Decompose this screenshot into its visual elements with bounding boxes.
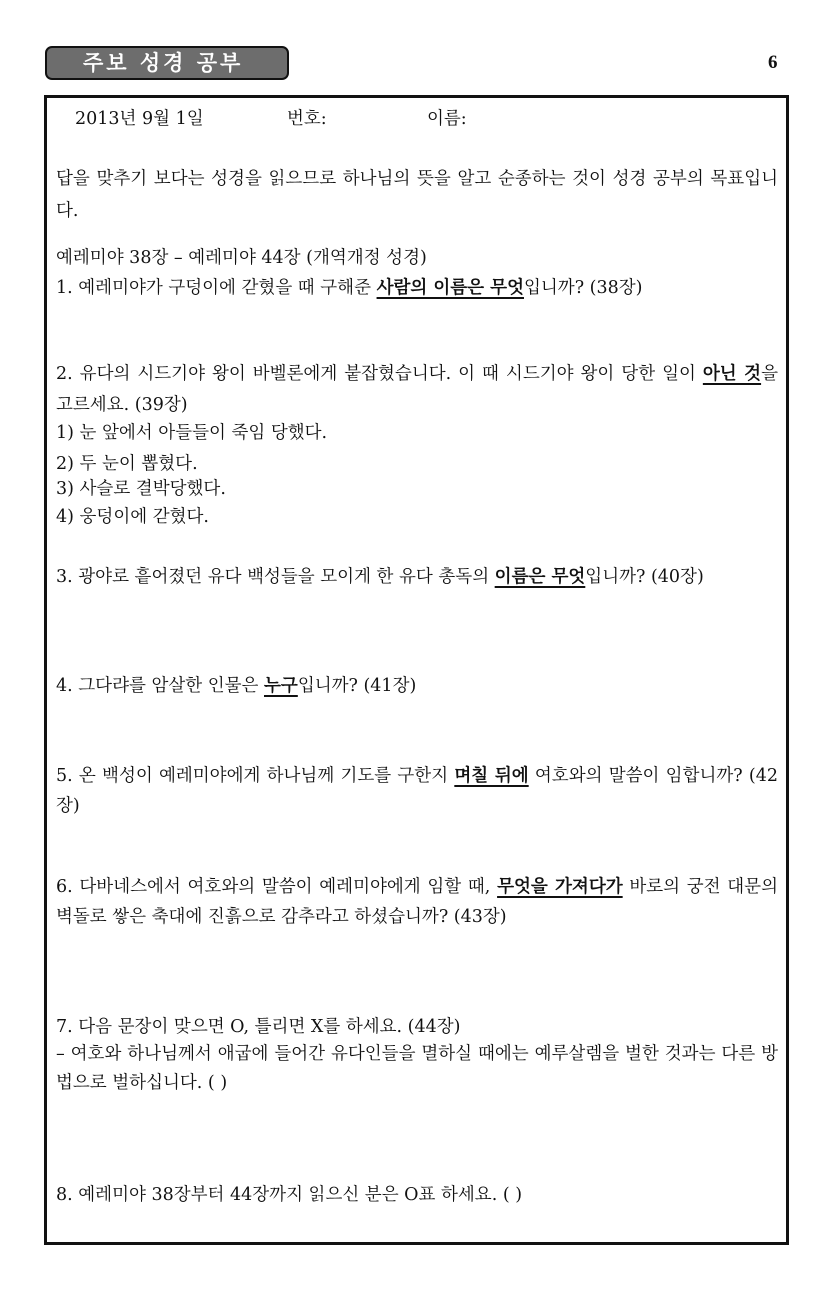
question-1-key-phrase: 사람의 이름은 무엇 — [376, 278, 524, 298]
question-6: 6. 다바네스에서 여호와의 말씀이 예레미야에게 임할 때, 무엇을 가져다가 바로의 궁전 대문의 벽돌로 쌓은 축대에 진흙으로 감추라고 하셨습니까? (43장) — [56, 877, 778, 927]
question-2-option-3: 3) 사슬로 결박당했다. — [56, 479, 226, 499]
question-4-key-phrase: 누구 — [264, 676, 298, 696]
question-3: 3. 광야로 흩어졌던 유다 백성들을 모이게 한 유다 총독의 이름은 무엇입니까? (40장) — [56, 567, 704, 587]
number-label: 번호: — [287, 109, 327, 129]
question-2-key-phrase: 아닌 것 — [702, 364, 762, 384]
scope-text: 예레미야 38장 – 예레미야 44장 (개역개정 성경) — [56, 248, 427, 268]
question-5: 5. 온 백성이 예레미야에게 하나님께 기도를 구한지 며칠 뒤에 여호와의 말씀이 임합니까? (42장) — [56, 766, 778, 816]
question-8: 8. 예레미야 38장부터 44장까지 읽으신 분은 O표 하세요. ( ) — [56, 1185, 523, 1205]
question-2-option-1: 1) 눈 앞에서 아들들이 죽임 당했다. — [56, 423, 328, 443]
question-2: 2. 유다의 시드기야 왕이 바벨론에게 붙잡혔습니다. 이 때 시드기야 왕이 당한 일이 아닌 것을 고르세요. (39장) — [56, 364, 778, 415]
question-5-key-phrase: 며칠 뒤에 — [454, 766, 529, 786]
page-title: 주보 성경 공부 — [45, 46, 289, 80]
question-3-key-phrase: 이름은 무엇 — [494, 567, 586, 587]
question-1: 1. 예레미야가 구덩이에 갇혔을 때 구해준 사람의 이름은 무엇입니까? (38장) — [56, 278, 643, 298]
question-2-option-2: 2) 두 눈이 뽑혔다. — [56, 454, 198, 474]
name-label: 이름: — [427, 109, 467, 129]
question-4: 4. 그다랴를 암살한 인물은 누구입니까? (41장) — [56, 676, 417, 696]
date-text: 2013년 9월 1일 — [75, 109, 204, 129]
intro-text: 답을 맞추기 보다는 성경을 읽으므로 하나님의 뜻을 알고 순종하는 것이 성경 공부의 목표입니다. — [56, 169, 778, 221]
question-7-statement: – 여호와 하나님께서 애굽에 들어간 유다인들을 멸하실 때에는 예루살렘을 벌한 것과는 다른 방법으로 벌하십니다. ( ) — [56, 1044, 778, 1093]
question-6-key-phrase: 무엇을 가져다가 — [497, 877, 623, 897]
question-2-option-4: 4) 웅덩이에 갇혔다. — [56, 507, 209, 527]
question-7: 7. 다음 문장이 맞으면 O, 틀리면 X를 하세요. (44장) — [56, 1017, 461, 1037]
page-number: 6 — [768, 52, 778, 73]
